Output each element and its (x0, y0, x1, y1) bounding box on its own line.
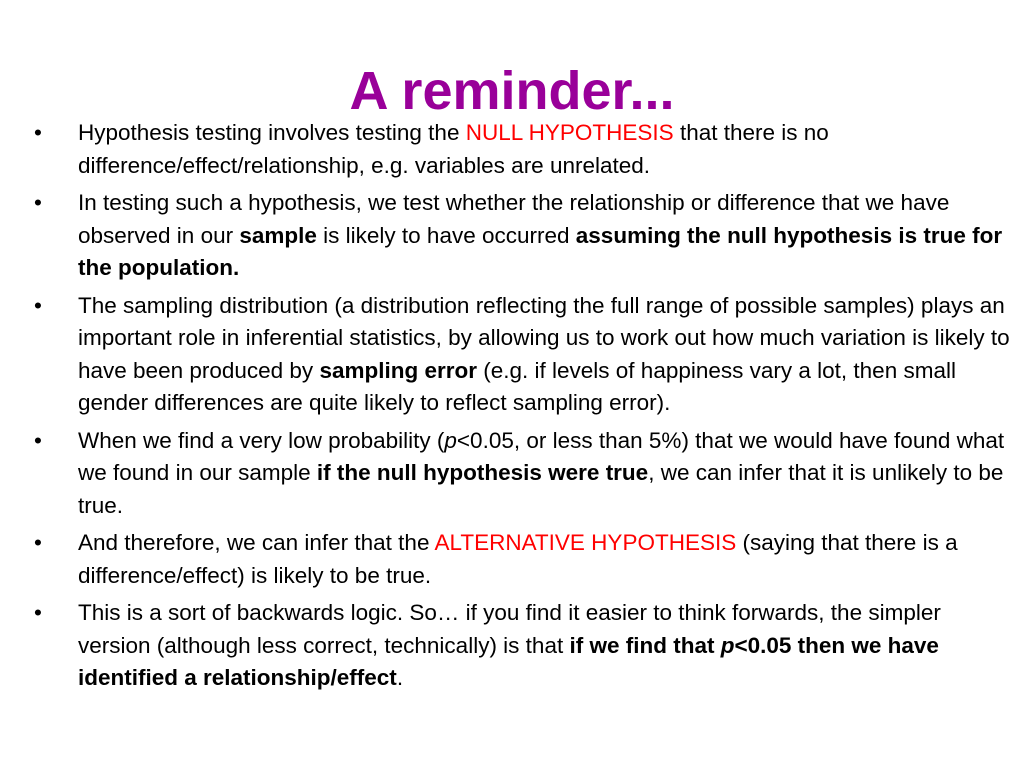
italic-p: p (444, 427, 457, 453)
bullet-text: (saying that there is a difference/effect) is likely to be true. (78, 530, 958, 588)
bullet-item (30, 527, 1016, 592)
bullet-text: <0.05, or less than 5%) that we would have found what we found in our sample (78, 427, 1005, 485)
bullet-dot-icon: • (34, 292, 42, 318)
bullet-text: And therefore, we can infer that the (78, 530, 435, 555)
bullet-text: . (396, 665, 404, 690)
bullet-text: , we can infer that it is unlikely to be true. (78, 460, 1004, 518)
bullet-text: is likely to have occurred (316, 222, 576, 248)
bold-assumption: assuming the null hypothesis is true for the population. (78, 222, 1003, 280)
bullet-text: In testing such a hypothesis, we test whether the relationship or difference that we have observed in our (78, 190, 950, 248)
bullet-item (30, 290, 1016, 420)
bullet-item (30, 425, 1016, 523)
bold-if-we-find: if we find that (569, 632, 721, 658)
bullet-text: (e.g. if levels of happiness vary a lot, then small gender differences are quite likely to reflect sampling error). (78, 357, 956, 415)
bullet-dot-icon: • (34, 120, 42, 145)
bullet-list (30, 117, 1016, 700)
bullet-text: This is a sort of backwards logic. So… if you find it easier to think forwards, the simpler version (although less correct, technically) is that (78, 600, 941, 658)
bullet-item (30, 117, 1016, 182)
slide-title: A reminder... (349, 61, 675, 122)
bold-conclusion: <0.05 then we have identified a relationship/effect (78, 632, 939, 690)
bullet-dot-icon: • (34, 600, 42, 625)
bullet-text: that there is no difference/effect/relationship, e.g. variables are unrelated. (78, 120, 829, 178)
alternative-hypothesis-highlight: ALTERNATIVE HYPOTHESIS (434, 530, 737, 555)
bold-null-true: if the null hypothesis were true (316, 460, 649, 485)
bold-sample: sample (239, 222, 317, 248)
bullet-text: Hypothesis testing involves testing the (78, 120, 466, 145)
bullet-dot-icon: • (34, 427, 42, 453)
bullet-dot-icon: • (34, 190, 42, 215)
bold-sampling-error: sampling error (319, 357, 477, 383)
null-hypothesis-highlight: NULL HYPOTHESIS (465, 120, 674, 145)
bold-italic-p: p (720, 632, 735, 658)
bullet-item (30, 597, 1016, 695)
bullet-text: The sampling distribution (a distribution reflecting the full range of possible samples) plays an important role in inferential statistics, by allowing us to work out how much variation is likely to have been produced by (78, 292, 1010, 383)
bullet-dot-icon: • (34, 530, 42, 555)
bullet-text: When we find a very low probability ( (78, 427, 445, 453)
bullet-item (30, 187, 1016, 285)
